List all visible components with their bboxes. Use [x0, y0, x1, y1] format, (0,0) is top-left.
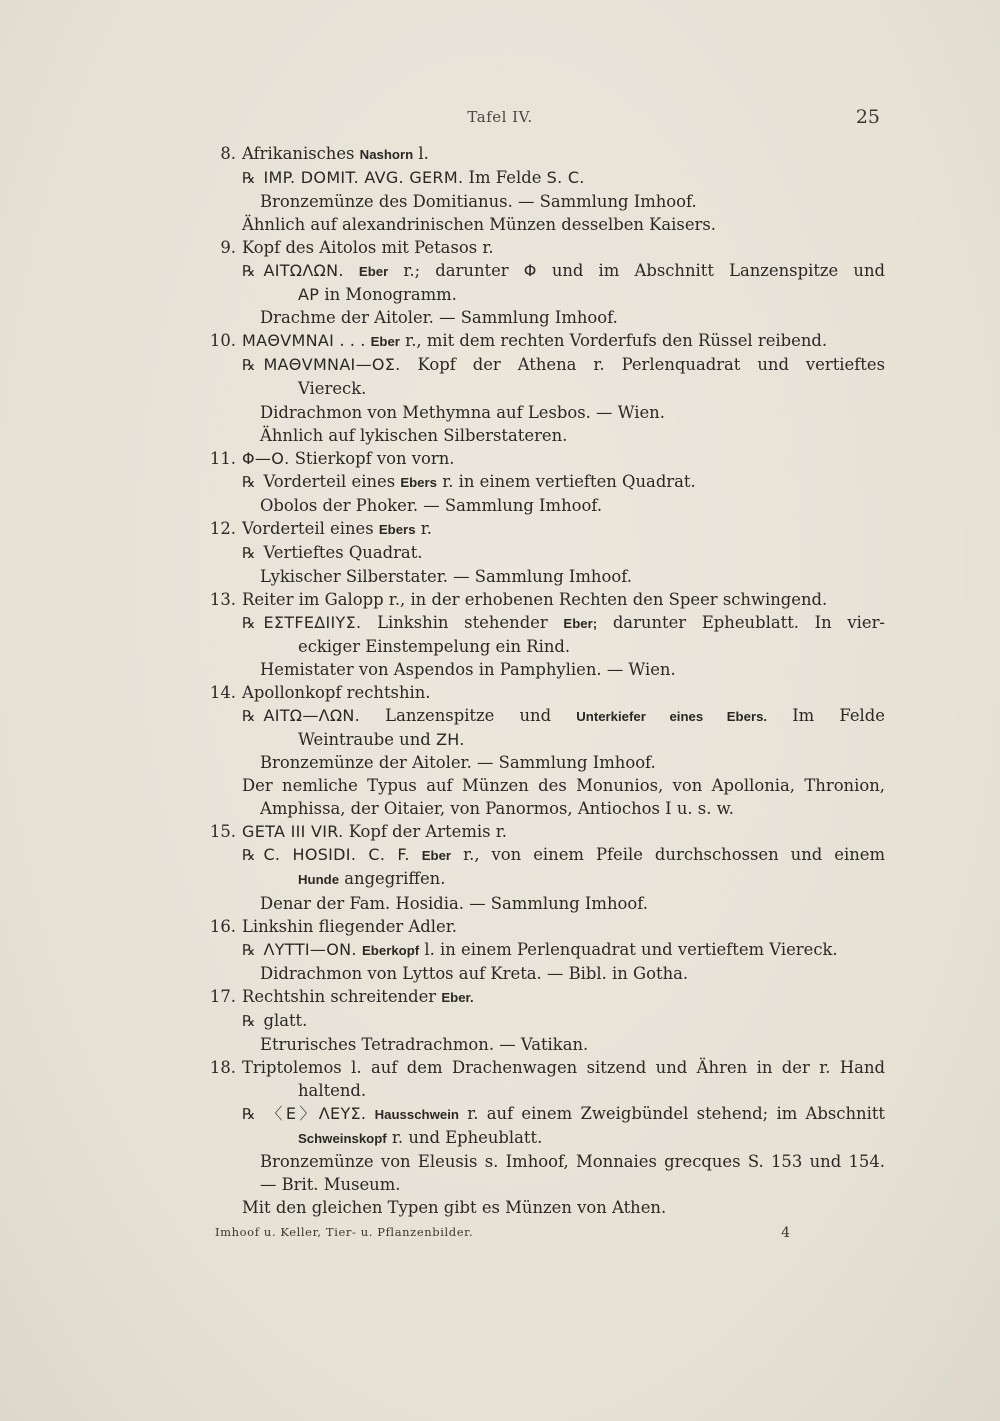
text-run: r., von einem Pfeile durchschossen und einem: [451, 845, 885, 865]
text-run: Obolos der Phoker. — Sammlung Imhoof.: [260, 495, 603, 515]
catalogue-entry: [200, 915, 885, 985]
entry-line: [242, 283, 885, 306]
entry-line: [242, 213, 885, 236]
catalogue-entry: [200, 681, 885, 820]
entry-line: [242, 611, 885, 635]
catalogue-entry: [200, 329, 885, 446]
page-footer: [200, 1225, 790, 1245]
entry-line: [242, 1196, 885, 1219]
text-run: Ähnlich auf lykischen Silberstateren.: [260, 425, 568, 445]
reverse-symbol: ℞: [242, 707, 256, 726]
entry-line: [242, 820, 885, 843]
entry-number: 15.: [209, 822, 236, 842]
text-run: . . .: [334, 331, 371, 351]
bold-term: Eber: [358, 264, 389, 280]
entry-line: [242, 259, 885, 283]
bold-term: Ebers: [400, 474, 437, 490]
catalogue-entry: [200, 985, 885, 1056]
entry-number: 9.: [220, 238, 236, 258]
text-run: — Brit. Museum.: [260, 1175, 401, 1195]
entry-line: [242, 1150, 885, 1173]
text-run: Stierkopf von vorn.: [289, 448, 455, 468]
entry-line: [242, 565, 885, 588]
reverse-symbol: ℞: [242, 613, 256, 632]
coin-legend: AITΩΛΩN.: [263, 261, 344, 281]
text-run: [366, 1104, 374, 1123]
catalogue-entries: [200, 142, 885, 1219]
bold-term: Eber.: [441, 989, 474, 1005]
entry-line: [242, 541, 885, 565]
text-run: Kopf der Athena r. Perlenquadrat und vertieftes: [400, 355, 885, 375]
reverse-symbol: ℞: [242, 472, 256, 491]
reverse-symbol: ℞: [242, 940, 256, 959]
text-run: Apollonkopf rechtshin.: [242, 683, 431, 703]
entry-line: [242, 774, 885, 797]
coin-legend: Φ—Ο.: [242, 448, 290, 468]
entry-line: [242, 424, 885, 447]
text-run: und im Abschnitt Lanzenspitze und: [536, 261, 885, 281]
entry-number: 18.: [209, 1057, 236, 1077]
entry-line: [242, 1102, 885, 1126]
bold-term: Unterkiefer eines Ebers.: [576, 709, 768, 725]
entry-line: [242, 306, 885, 329]
entry-line: [242, 938, 885, 962]
entry-number: 16.: [209, 916, 236, 936]
entry-line: [242, 635, 885, 658]
entry-line: [242, 470, 885, 494]
reverse-symbol: ℞: [242, 543, 256, 562]
entry-number: 17.: [209, 986, 236, 1006]
bold-term: Eberkopf: [362, 942, 420, 958]
entry-line: [242, 142, 885, 166]
text-run: glatt.: [263, 1010, 308, 1030]
entry-line: [242, 1033, 885, 1056]
bold-term: Hunde: [298, 872, 340, 888]
bold-term: Ebers: [378, 521, 416, 537]
entry-line: [242, 867, 885, 891]
coin-legend: 〈Ε〉ΛΕΥΣ.: [263, 1103, 367, 1123]
coin-legend: ΛΥΤΤΙ—ΟΝ.: [263, 939, 357, 959]
entry-line: [242, 190, 885, 213]
entry-line: [242, 401, 885, 424]
catalogue-entry: [200, 236, 885, 329]
entry-line: [242, 329, 885, 353]
text-run: Vertieftes Quadrat.: [263, 542, 423, 562]
text-run: Bronzemünze von Eleusis s. Imhoof, Monnaies grecques S. 153 und 154.: [260, 1152, 885, 1172]
entry-line: [242, 166, 885, 190]
text-run: haltend.: [298, 1080, 367, 1100]
text-run: Im Felde: [463, 168, 547, 188]
footer-citation: Imhoof u. Keller, Tier- u. Pflanzenbilder.: [215, 1225, 474, 1239]
text-run: [344, 261, 359, 280]
catalogue-entry: [200, 1056, 885, 1219]
text-run: r. in einem vertieften Quadrat.: [436, 471, 696, 491]
text-run: Vorderteil eines: [242, 518, 379, 538]
text-run: Bronzemünze des Domitianus. — Sammlung Imhoof.: [260, 192, 697, 212]
text-run: Linkshin fliegender Adler.: [242, 916, 457, 936]
text-run: Weintraube und: [298, 730, 436, 750]
entry-number: 8.: [220, 144, 236, 163]
entry-line: [242, 1079, 885, 1102]
coin-legend: Φ: [523, 261, 537, 281]
running-title: Tafel IV.: [467, 108, 533, 126]
entry-line: [242, 1126, 885, 1150]
catalogue-entry: [200, 517, 885, 588]
text-run: r. auf einem Zweigbündel stehend; im Abschnitt: [458, 1103, 885, 1123]
reverse-symbol: ℞: [242, 1104, 256, 1123]
reverse-symbol: ℞: [242, 1011, 256, 1030]
text-run: Reiter im Galopp r., in der erhobenen Rechten den Speer schwingend.: [242, 589, 828, 609]
text-run: Der nemliche Typus auf Münzen des Monunios, von Apollonia, Thronion,: [242, 776, 885, 796]
bold-term: Hausschwein: [374, 1106, 459, 1122]
text-run: Ähnlich auf alexandrinischen Münzen desselben Kaisers.: [242, 215, 716, 235]
reverse-symbol: ℞: [242, 262, 256, 281]
entry-line: [242, 377, 885, 400]
entry-line: [242, 517, 885, 541]
bold-term: Eber: [370, 334, 400, 350]
reverse-symbol: ℞: [242, 356, 256, 375]
entry-line: [242, 985, 885, 1009]
entry-line: [242, 447, 885, 470]
text-run: Didrachmon von Lyttos auf Kreta. — Bibl. in Gotha.: [260, 963, 689, 983]
text-run: Drachme der Aitoler. — Sammlung Imhoof.: [260, 308, 618, 328]
text-run: Im Felde: [767, 706, 885, 726]
entry-number: 10.: [209, 331, 236, 351]
text-run: [410, 845, 422, 864]
coin-legend: IMP. DOMIT. AVG. GERM.: [263, 168, 464, 188]
text-run: Kopf der Artemis r.: [343, 822, 508, 842]
bold-term: Eber: [421, 848, 452, 864]
text-run: Kopf des Aitolos mit Petasos r.: [242, 238, 494, 258]
text-run: Triptolemos l. auf dem Drachenwagen sitzend und Ähren in der r. Hand: [242, 1057, 885, 1077]
text-run: Viereck.: [298, 379, 367, 399]
catalogue-entry: [200, 142, 885, 236]
text-run: r., mit dem rechten Vorderfufs den Rüssel reibend.: [399, 331, 828, 351]
entry-line: [242, 1009, 885, 1033]
entry-number: 12.: [209, 518, 236, 538]
text-run: angegriffen.: [339, 869, 446, 889]
entry-number: 13.: [209, 589, 236, 609]
text-run: Didrachmon von Methymna auf Lesbos. — Wien.: [260, 402, 665, 422]
coin-legend: AITΩ—ΛΩN.: [263, 706, 361, 726]
entry-line: [242, 797, 885, 820]
text-run: Afrikanisches: [242, 144, 360, 163]
catalogue-entry: [200, 447, 885, 517]
entry-line: [242, 704, 885, 728]
bold-term: Nashorn: [359, 147, 414, 162]
text-run: Amphissa, der Oitaier, von Panormos, Antiochos I u. s. w.: [260, 799, 734, 819]
text-run: Bronzemünze der Aitoler. — Sammlung Imhoof.: [260, 753, 656, 773]
entry-line: [242, 1056, 885, 1079]
entry-line: [242, 1173, 885, 1196]
text-run: l. in einem Perlenquadrat und vertieftem Viereck.: [419, 939, 838, 959]
coin-legend: ΕΣΤFΕΔΙΙΥΣ.: [263, 612, 362, 632]
coin-legend: ΜΑΘVΜΝΑΙ—ΟΣ.: [263, 355, 401, 375]
coin-legend: AP: [298, 285, 320, 305]
entry-line: [242, 915, 885, 938]
page-header: [0, 106, 1000, 134]
coin-legend: C. HOSIDI. C. F.: [263, 845, 410, 865]
text-run: eckiger Einstempelung ein Rind.: [298, 636, 571, 656]
coin-legend: GETA III VIR.: [242, 822, 344, 842]
coin-legend: ΜΑΘVΜΝΑΙ: [242, 331, 335, 351]
text-run: Vorderteil eines: [263, 471, 401, 491]
text-run: Lykischer Silberstater. — Sammlung Imhoof.: [260, 566, 632, 586]
text-run: Mit den gleichen Typen gibt es Münzen von Athen.: [242, 1198, 667, 1218]
entry-line: [242, 962, 885, 985]
entry-line: [242, 588, 885, 611]
signature-mark: 4: [781, 1225, 790, 1241]
text-run: darunter Epheublatt. In vier-: [597, 612, 885, 632]
entry-line: [242, 751, 885, 774]
text-run: Rechtshin schreitender: [242, 986, 442, 1006]
entry-line: [242, 892, 885, 915]
text-run: r.; darunter: [388, 261, 524, 281]
reverse-symbol: ℞: [242, 169, 256, 188]
entry-line: [242, 353, 885, 377]
text-run: Etrurisches Tetradrachmon. — Vatikan.: [260, 1034, 589, 1054]
catalogue-entry: [200, 588, 885, 681]
entry-line: [242, 728, 885, 751]
coin-legend: ZH.: [435, 730, 465, 750]
text-run: Lanzenspitze und: [360, 706, 577, 726]
text-run: in Monogramm.: [319, 285, 457, 305]
bold-term: Schweinskopf: [298, 1130, 387, 1146]
entry-line: [242, 494, 885, 517]
text-run: Denar der Fam. Hosidia. — Sammlung Imhoof.: [260, 893, 648, 913]
entry-number: 11.: [209, 448, 236, 468]
text-run: Linkshin stehender: [361, 612, 564, 632]
page-number: 25: [855, 106, 880, 128]
text-run: l.: [413, 144, 429, 163]
bold-term: Eber;: [563, 615, 598, 631]
entry-line: [242, 236, 885, 259]
text-run: r. und Epheublatt.: [386, 1127, 543, 1147]
coin-legend: S. C.: [546, 168, 585, 188]
entry-line: [242, 681, 885, 704]
catalogue-entry: [200, 820, 885, 914]
text-run: Hemistater von Aspendos in Pamphylien. — Wien.: [260, 660, 676, 680]
entry-number: 14.: [209, 683, 236, 703]
entry-line: [242, 658, 885, 681]
entry-line: [242, 843, 885, 867]
text-run: r.: [415, 518, 432, 538]
reverse-symbol: ℞: [242, 846, 256, 865]
